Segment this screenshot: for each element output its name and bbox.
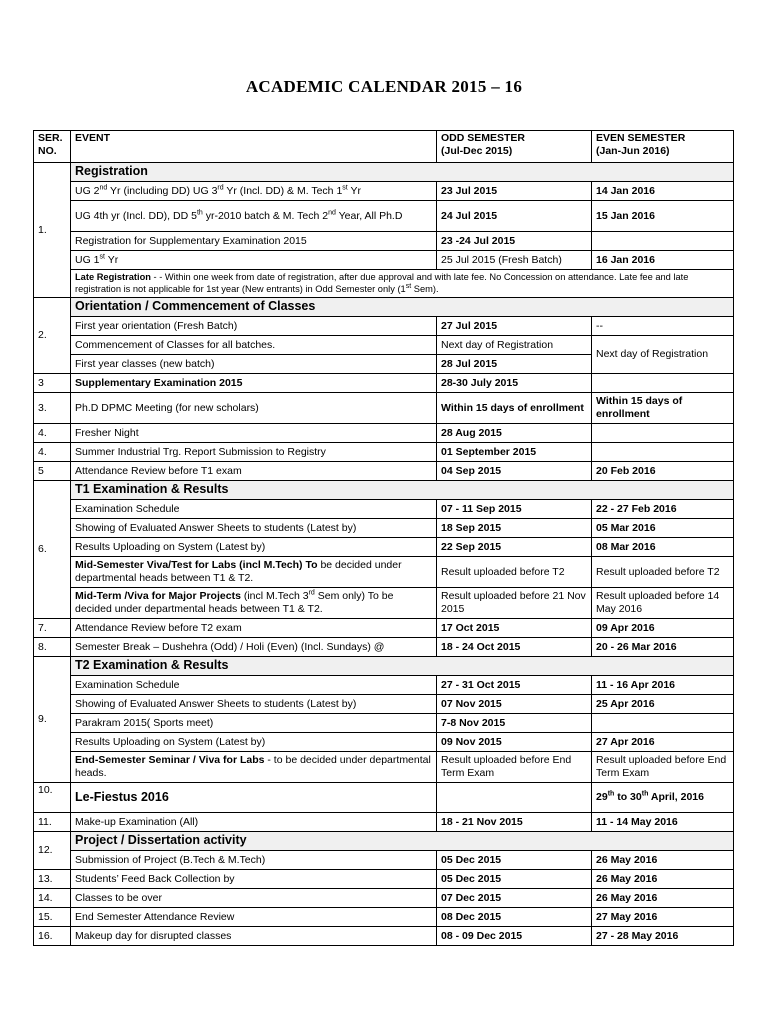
table-row: [34, 374, 734, 393]
serial-number: 3: [34, 374, 71, 393]
serial-number: 16.: [34, 927, 71, 946]
table-row: [34, 927, 734, 946]
even-cell: Result uploaded before End Term Exam: [592, 752, 734, 783]
odd-cell: 7-8 Nov 2015: [437, 714, 592, 733]
event-cell: Makeup day for disrupted classes: [71, 927, 437, 946]
odd-cell: 18 Sep 2015: [437, 519, 592, 538]
odd-cell: 25 Jul 2015 (Fresh Batch): [437, 251, 592, 270]
even-cell: 14 Jan 2016: [592, 182, 734, 201]
table-row: [34, 870, 734, 889]
even-cell: 27 - 28 May 2016: [592, 927, 734, 946]
table-row: [34, 201, 734, 232]
even-cell: 11 - 16 Apr 2016: [592, 676, 734, 695]
event-cell: Ph.D DPMC Meeting (for new scholars): [71, 393, 437, 424]
table-row: [34, 336, 734, 355]
serial-number: 13.: [34, 870, 71, 889]
serial-number: 9.: [34, 657, 71, 783]
even-cell: 20 - 26 Mar 2016: [592, 638, 734, 657]
event-cell: Summer Industrial Trg. Report Submission to Registry: [71, 443, 437, 462]
serial-number: 8.: [34, 638, 71, 657]
even-cell: [592, 443, 734, 462]
odd-cell: 07 Dec 2015: [437, 889, 592, 908]
odd-cell: Result uploaded before End Term Exam: [437, 752, 592, 783]
event-cell: Results Uploading on System (Latest by): [71, 733, 437, 752]
event-cell: Make-up Examination (All): [71, 813, 437, 832]
even-cell: 26 May 2016: [592, 889, 734, 908]
odd-cell: Next day of Registration: [437, 336, 592, 355]
table-row: [34, 182, 734, 201]
even-cell: Next day of Registration: [592, 336, 734, 374]
event-cell: Registration for Supplementary Examination 2015: [71, 232, 437, 251]
even-cell: 08 Mar 2016: [592, 538, 734, 557]
table-row: [34, 813, 734, 832]
header-event: EVENT: [71, 131, 437, 163]
event-cell: First year orientation (Fresh Batch): [71, 317, 437, 336]
even-cell: [592, 424, 734, 443]
event-cell: Examination Schedule: [71, 500, 437, 519]
event-cell: Semester Break – Dushehra (Odd) / Holi (Even) (Incl. Sundays) @: [71, 638, 437, 657]
serial-number: 2.: [34, 298, 71, 374]
table-row: [34, 588, 734, 619]
odd-cell: 18 - 21 Nov 2015: [437, 813, 592, 832]
event-cell: First year classes (new batch): [71, 355, 437, 374]
event-cell: Mid-Semester Viva/Test for Labs (incl M.Tech) To be decided under departmental heads between T1 & T2.: [71, 557, 437, 588]
even-cell: [592, 374, 734, 393]
event-cell: End-Semester Seminar / Viva for Labs - to be decided under departmental heads.: [71, 752, 437, 783]
odd-cell: 23 -24 Jul 2015: [437, 232, 592, 251]
table-row: [34, 538, 734, 557]
table-row: [34, 889, 734, 908]
odd-cell: 28-30 July 2015: [437, 374, 592, 393]
table-row: [34, 619, 734, 638]
event-cell: Submission of Project (B.Tech & M.Tech): [71, 851, 437, 870]
odd-cell: 18 - 24 Oct 2015: [437, 638, 592, 657]
table-row: [34, 462, 734, 481]
table-row: [34, 519, 734, 538]
table-row: [34, 676, 734, 695]
serial-number: 4.: [34, 424, 71, 443]
serial-number: 15.: [34, 908, 71, 927]
even-cell: Result uploaded before T2: [592, 557, 734, 588]
event-cell: Students’ Feed Back Collection by: [71, 870, 437, 889]
even-cell: 09 Apr 2016: [592, 619, 734, 638]
even-cell: 16 Jan 2016: [592, 251, 734, 270]
serial-number: 11.: [34, 813, 71, 832]
table-header-row: [34, 131, 734, 163]
serial-number: 14.: [34, 889, 71, 908]
section-title: Orientation / Commencement of Classes: [71, 298, 734, 317]
table-row: [34, 500, 734, 519]
odd-cell: 27 Jul 2015: [437, 317, 592, 336]
section-row: [34, 481, 734, 500]
odd-cell: 27 - 31 Oct 2015: [437, 676, 592, 695]
even-cell: Result uploaded before 14 May 2016: [592, 588, 734, 619]
odd-cell: 17 Oct 2015: [437, 619, 592, 638]
even-cell: 20 Feb 2016: [592, 462, 734, 481]
odd-cell: 05 Dec 2015: [437, 870, 592, 889]
even-cell: 25 Apr 2016: [592, 695, 734, 714]
odd-cell: 05 Dec 2015: [437, 851, 592, 870]
event-cell: UG 4th yr (Incl. DD), DD 5th yr-2010 batch & M. Tech 2nd Year, All Ph.D: [71, 201, 437, 232]
late-registration-note: Late Registration - - Within one week from date of registration, after due approval and with late fee. No Concession on attendance. Late fee and late registration is not applicable for 1st year (New entrants) in Odd Semester only (1st Sem).: [71, 270, 734, 298]
even-cell: [592, 232, 734, 251]
even-cell: 22 - 27 Feb 2016: [592, 500, 734, 519]
even-cell: --: [592, 317, 734, 336]
odd-cell: 08 Dec 2015: [437, 908, 592, 927]
serial-number: 4.: [34, 443, 71, 462]
odd-cell: 28 Jul 2015: [437, 355, 592, 374]
serial-number: 6.: [34, 481, 71, 619]
table-row: [34, 557, 734, 588]
table-row: [34, 393, 734, 424]
odd-cell: 22 Sep 2015: [437, 538, 592, 557]
event-cell: Classes to be over: [71, 889, 437, 908]
table-row: [34, 733, 734, 752]
table-row: [34, 317, 734, 336]
event-cell: Le-Fiestus 2016: [71, 783, 437, 813]
section-title: Project / Dissertation activity: [71, 832, 734, 851]
table-row: [34, 752, 734, 783]
event-cell: Parakram 2015( Sports meet): [71, 714, 437, 733]
event-cell: Showing of Evaluated Answer Sheets to students (Latest by): [71, 695, 437, 714]
table-row: [34, 424, 734, 443]
table-row: [34, 908, 734, 927]
serial-number: 5: [34, 462, 71, 481]
odd-cell: Within 15 days of enrollment: [437, 393, 592, 424]
header-odd-semester: ODD SEMESTER (Jul-Dec 2015): [437, 131, 592, 163]
event-cell: Fresher Night: [71, 424, 437, 443]
table-row: [34, 232, 734, 251]
table-row: [34, 251, 734, 270]
section-title: T2 Examination & Results: [71, 657, 734, 676]
table-row: [34, 695, 734, 714]
section-title: T1 Examination & Results: [71, 481, 734, 500]
even-cell: 26 May 2016: [592, 851, 734, 870]
page-title: ACADEMIC CALENDAR 2015 – 16: [245, 77, 523, 96]
odd-cell: 01 September 2015: [437, 443, 592, 462]
section-row: [34, 298, 734, 317]
event-cell: Supplementary Examination 2015: [71, 374, 437, 393]
section-row: [34, 832, 734, 851]
event-cell: Attendance Review before T2 exam: [71, 619, 437, 638]
even-cell: 27 Apr 2016: [592, 733, 734, 752]
section-row: [34, 163, 734, 182]
even-cell: 27 May 2016: [592, 908, 734, 927]
table-row: [34, 714, 734, 733]
header-even-semester: EVEN SEMESTER (Jan-Jun 2016): [592, 131, 734, 163]
event-cell: Commencement of Classes for all batches.: [71, 336, 437, 355]
event-cell: Showing of Evaluated Answer Sheets to students (Latest by): [71, 519, 437, 538]
serial-number: 3.: [34, 393, 71, 424]
odd-cell: [437, 783, 592, 813]
odd-cell: 08 - 09 Dec 2015: [437, 927, 592, 946]
serial-number: 10.: [34, 783, 71, 813]
event-cell: Results Uploading on System (Latest by): [71, 538, 437, 557]
odd-cell: Result uploaded before T2: [437, 557, 592, 588]
even-cell: [592, 714, 734, 733]
event-cell: UG 1st Yr: [71, 251, 437, 270]
late-registration-row: [34, 270, 734, 298]
odd-cell: 24 Jul 2015: [437, 201, 592, 232]
table-row: [34, 851, 734, 870]
event-cell: Examination Schedule: [71, 676, 437, 695]
even-cell: 15 Jan 2016: [592, 201, 734, 232]
even-cell: 29th to 30th April, 2016: [592, 783, 734, 813]
even-cell: 26 May 2016: [592, 870, 734, 889]
odd-cell: 07 Nov 2015: [437, 695, 592, 714]
odd-cell: Result uploaded before 21 Nov 2015: [437, 588, 592, 619]
odd-cell: 28 Aug 2015: [437, 424, 592, 443]
serial-number: 1.: [34, 163, 71, 298]
odd-cell: 23 Jul 2015: [437, 182, 592, 201]
event-cell: Mid-Term /Viva for Major Projects (incl M.Tech 3rd Sem only) To be decided under departmental heads between T1 & T2.: [71, 588, 437, 619]
section-title: Registration: [71, 163, 734, 182]
odd-cell: 04 Sep 2015: [437, 462, 592, 481]
table-row: [34, 443, 734, 462]
event-cell: UG 2nd Yr (including DD) UG 3rd Yr (Incl. DD) & M. Tech 1st Yr: [71, 182, 437, 201]
serial-number: 12.: [34, 832, 71, 870]
odd-cell: 09 Nov 2015: [437, 733, 592, 752]
odd-cell: 07 - 11 Sep 2015: [437, 500, 592, 519]
table-row: [34, 783, 734, 813]
section-row: [34, 657, 734, 676]
header-ser-no: SER. NO.: [34, 131, 71, 163]
even-cell: Within 15 days of enrollment: [592, 393, 734, 424]
serial-number: 7.: [34, 619, 71, 638]
even-cell: 11 - 14 May 2016: [592, 813, 734, 832]
calendar-table: [33, 130, 734, 946]
even-cell: 05 Mar 2016: [592, 519, 734, 538]
event-cell: End Semester Attendance Review: [71, 908, 437, 927]
table-row: [34, 638, 734, 657]
event-cell: Attendance Review before T1 exam: [71, 462, 437, 481]
